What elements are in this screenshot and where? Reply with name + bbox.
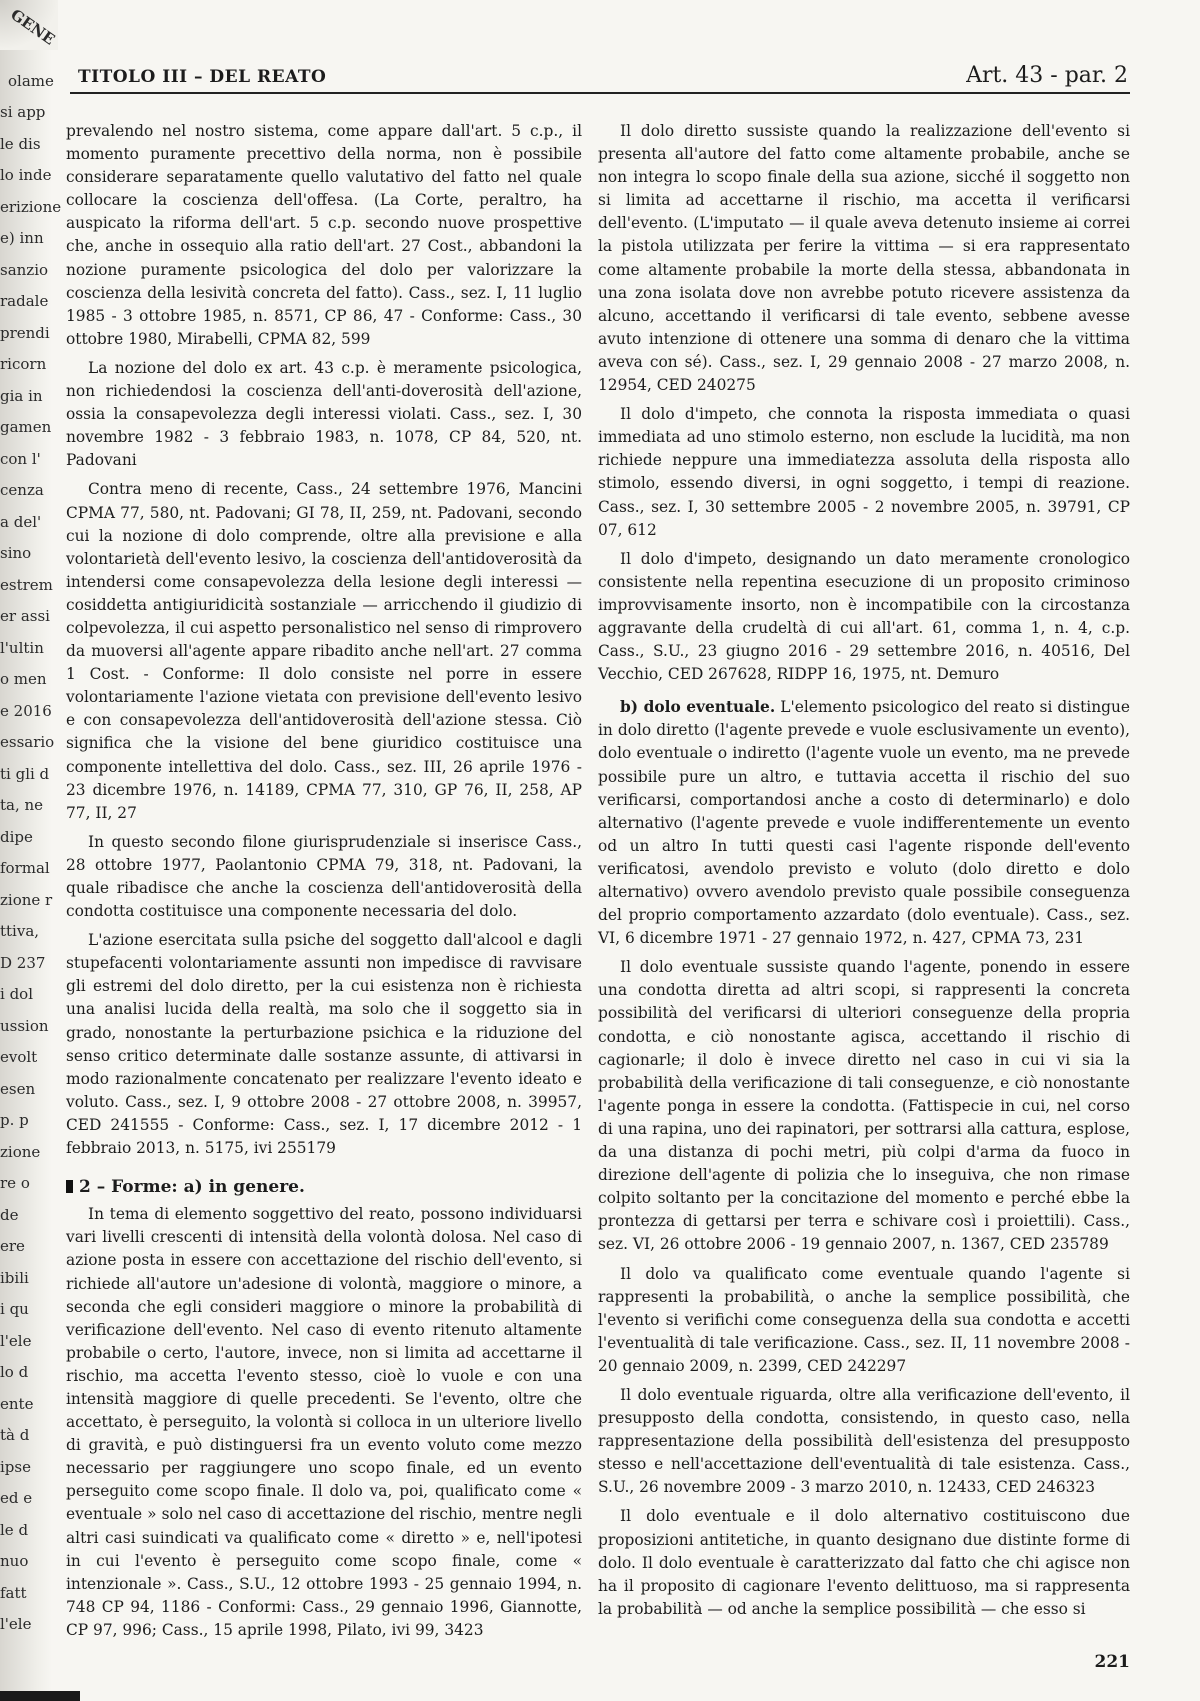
margin-fragment: l'ultin [0,638,44,657]
margin-fragment: er assi [0,607,50,625]
margin-fragment: le dis [0,134,41,153]
right-column [598,120,1130,1627]
margin-fragment: de [0,1205,19,1224]
previous-page-margin [0,0,62,1701]
running-header [78,63,1128,91]
margin-fragment: radale [0,292,49,310]
paragraph: Il dolo d'impeto, che connota la risposta immediata o quasi immediata ad uno stimolo esterno, non esclude la lucidità, ma non richiede neppure una immediatezza assoluta della risposta allo stimolo, essendo diversi, in ogni soggetto, i tempi di reazione. Cass., sez. I, 30 settembre 2005 - 2 novembre 2005, n. 39791, CP 07, 612 [598,405,1130,539]
margin-fragment: ente [0,1394,34,1413]
left-column [66,120,582,1648]
paragraph: L'azione esercitata sulla psiche del soggetto dall'alcool e dagli stupefacenti volontariamente assunti non impedisce di ravvisare gli estremi del dolo diretto, per la cui esistenza non è richiesta una analisi lucida della realtà, ma solo che il soggetto sia in grado, nonostante la perturbazione psichica e la riduzione del senso critico determinate dalle sostanze assunte, di attivarsi in modo razionalmente concatenato per realizzare l'evento ideato e voluto. Cass., sez. I, 9 ottobre 2008 - 27 ottobre 2008, n. 39957, CED 241555 - Conforme: Cass., sez. I, 17 dicembre 2012 - 1 febbraio 2013, n. 5175, ivi 255179 [66,931,582,1158]
margin-fragment: zione [0,1142,41,1161]
margin-fragment: sanzio [0,260,49,279]
margin-fragment: erizione [0,197,62,216]
section-marker-icon [66,1180,73,1193]
margin-fragment: e) inn [0,229,44,247]
header-title: TITOLO III – DEL REATO [78,67,327,87]
margin-fragment: fatt [0,1583,27,1602]
margin-fragment: ed e [0,1489,33,1507]
margin-fragment: gamen [0,418,52,436]
margin-fragment: ibili [0,1268,29,1287]
margin-fragment: ta, ne [0,796,44,814]
subsection-heading: b) dolo eventuale. [620,698,776,717]
margin-fragment: lo inde [0,166,52,184]
margin-fragment: l'ele [0,1331,32,1350]
margin-fragment: p. p [0,1111,29,1129]
margin-fragment: olame [8,71,54,90]
margin-fragment: formal [0,859,50,877]
margin-fragment: ti gli d [0,764,50,783]
margin-fragment: re o [0,1174,30,1192]
margin-fragment: a del' [0,512,42,531]
margin-fragment: e 2016 [0,701,52,720]
header-rule [70,92,1130,94]
margin-fragment: o men [0,670,47,688]
margin-fragment: lo d [0,1363,29,1381]
margin-fragment: estrem [0,575,53,594]
subsection-paragraph [598,696,1130,950]
paragraph: Il dolo d'impeto, designando un dato meramente cronologico consistente nella repentina esecuzione di un proposito criminoso improvvisamente insorto, non è incompatibile con la circostanza aggravante della crudeltà di cui all'art. 61, comma 1, n. 4, c.p. Cass., S.U., 23 giugno 2016 - 29 settembre 2016, n. 40516, Del Vecchio, CED 267628, RIDPP 16, 1975, nt. Demuro [598,549,1130,684]
paragraph: La nozione del dolo ex art. 43 c.p. è meramente psicologica, non richiedendosi la coscienza dell'anti-doverosità dell'azione, ossia la consapevolezza degli interessi violati. Cass., sez. I, 30 novembre 1982 - 3 febbraio 1983, n. 1078, CP 84, 520, nt. Padovani [66,358,582,470]
margin-fragment: ipse [0,1457,31,1476]
section-heading [66,1176,582,1199]
header-article: Art. 43 - par. 2 [966,63,1128,88]
margin-fragment: ttiva, [0,922,40,940]
margin-fragment: GENE [7,5,59,49]
paragraph: Il dolo eventuale riguarda, oltre alla verificazione dell'evento, il presupposto della condotta, consistendo, in questo caso, nella rappresentazione della possibilità dell'esistenza del presupposto stesso e nell'accettazione dell'eventualità di tale esistenza. Cass., S.U., 26 novembre 2009 - 3 marzo 2010, n. 12433, CED 246323 [598,1385,1130,1497]
margin-fragment: i qu [0,1300,29,1318]
paragraph-text: L'elemento psicologico del reato si distingue in dolo diretto (l'agente prevede e vuole esclusivamente un evento), dolo eventuale o indiretto (l'agente vuole un evento, ma ne prevede possibile pure un altro, e tuttavia accetta il rischio del suo verificarsi, comportandosi anche a costo di determinarlo) e dolo alternativo (l'agente prevede e vuole indifferentemente un evento od un altro In tutti questi casi l'agente risponde dell'evento verificatosi, avendolo previsto e voluto (dolo diretto e dolo alternativo) ovvero avendolo previsto quale possibile conseguenza del proprio comportamento azzardato (dolo eventuale). Cass., sez. VI, 6 dicembre 1971 - 27 gennaio 1972, n. 427, CPMA 73, 231 [598,698,1130,948]
page-number: 221 [1094,1652,1130,1672]
margin-fragment: D 237 [0,953,46,972]
margin-fragment: dipe [0,827,33,846]
section-heading-text: 2 – Forme: a) in genere. [79,1177,305,1198]
margin-fragment: ricorn [0,355,47,373]
paragraph: Il dolo eventuale sussiste quando l'agente, ponendo in essere una condotta diretta ad altri scopi, si rappresenti la concreta possibilità del verificarsi di ulteriori conseguenze della propria condotta, e ciò nonostante agisca, accettando il rischio di cagionarle; il dolo è invece diretto nel caso in cui vi sia la probabilità della verificazione di tali conseguenze, e ciò nonostante l'agente ponga in essere la condotta. (Fattispecie in cui, nel corso di una rapina, uno dei rapinatori, per sottrarsi alla cattura, esplose, da una distanza di pochi metri, più colpi d'arma da fuoco in direzione dell'agente di polizia che lo inseguiva, che non rimase colpito soltanto per la concitazione del momento e perché ebbe la prontezza di gettarsi per terra e schivare così i proiettili). Cass., sez. VI, 26 ottobre 2006 - 19 gennaio 2007, n. 1367, CED 235789 [598,958,1130,1254]
margin-fragment: prendi [0,323,50,342]
margin-fragment: i dol [0,985,33,1003]
paragraph: Il dolo va qualificato come eventuale quando l'agente si rappresenti la probabilità, o anche la semplice possibilità, che l'evento si verifichi come conseguenza della sua condotta e accetti l'eventualità di tale verificazione. Cass., sez. II, 11 novembre 2008 - 20 gennaio 2009, n. 2399, CED 242297 [598,1264,1130,1375]
margin-fragment: evolt [0,1048,38,1066]
margin-fragment: con l' [0,449,41,468]
paragraph: prevalendo nel nostro sistema, come appare dall'art. 5 c.p., il momento puramente precettivo della norma, non è possibile considerare separatamente quello valutativo del fatto nel quale collocare la coscienza dell'offesa. (La Corte, peraltro, ha auspicato la riforma dell'art. 5 c.p. secondo nuove prospettive che, anche in ossequio alla ratio dell'art. 27 Cost., abbandoni la nozione puramente psicologica del dolo per valorizzare la coscienza della lesività concreta del fatto). Cass., sez. I, 11 luglio 1985 - 3 ottobre 1985, n. 8571, CP 86, 47 - Conforme: Cass., 30 ottobre 1980, Mirabelli, CPMA 82, 599 [66,122,582,348]
paragraph: Il dolo diretto sussiste quando la realizzazione dell'evento si presenta all'autore del fatto come altamente probabile, anche se non integra lo scopo finale della sua azione, sicché il soggetto non si limita ad accettarne il rischio, ma accetta il verificarsi dell'evento. (L'imputato — il quale aveva detenuto insieme ai correi la pistola utilizzata per ferire la vittima — si era rappresentato come altamente probabile la morte della stessa, abbandonata in una zona isolata dove non avrebbe potuto ricevere assistenza da alcuno, accettando il verificarsi di tale evento, sebbene avesse avuto intenzione di ottenere una somma di denaro che la vittima aveva con sé). Cass., sez. I, 29 gennaio 2008 - 27 marzo 2008, n. 12954, CED 240275 [598,122,1130,395]
margin-fragment: nuo [0,1552,29,1570]
margin-fragment: gia in [0,386,43,405]
margin-fragment: esen [0,1079,36,1098]
margin-fragment: si app [0,103,46,121]
margin-fragment: ussion [0,1016,49,1035]
margin-fragment: sino [0,544,32,562]
paragraph: In tema di elemento soggettivo del reato, possono individuarsi vari livelli crescenti di intensità della volontà dolosa. Nel caso di azione posta in essere con accettazione del rischio dell'evento, si richiede all'autore un'adesione di volontà, maggiore o minore, a seconda che egli consideri maggiore o minore la probabilità di verificazione dell'evento. Nel caso di evento ritenuto altamente probabile o certo, l'autore, invece, non si limita ad accettarne il rischio, ma accetta l'evento stesso, cioè lo vuole e con una intensità maggiore di quelle precedenti. Se l'evento, oltre che accettato, è perseguito, la volontà si colloca in un ulteriore livello di gravità, e può distinguersi fra un evento voluto come mezzo necessario per raggiungere uno scopo finale, ed un evento perseguito come scopo finale. Il dolo va, poi, qualificato come « eventuale » solo nel caso di accettazione del rischio, mentre negli altri casi suindicati va qualificato come « diretto » e, nell'ipotesi in cui l'evento è perseguito come scopo finale, come « intenzionale ». Cass., S.U., 12 ottobre 1993 - 25 gennaio 1994, n. 748 CP 94, 1186 - Conformi: Cass., 29 gennaio 1996, Giannotte, CP 97, 996; Cass., 15 aprile 1998, Pilato, ivi 99, 3423 [66,1205,582,1639]
paragraph: Il dolo eventuale e il dolo alternativo costituiscono due proposizioni antitetiche, in quanto designano due distinte forme di dolo. Il dolo eventuale è caratterizzato dal fatto che chi agisce non ha il proposito di cagionare l'evento delittuoso, ma si rappresenta la probabilità — od anche la semplice possibilità — che esso si [598,1507,1130,1618]
paragraph: In questo secondo filone giurisprudenziale si inserisce Cass., 28 ottobre 1977, Paolantonio CPMA 79, 318, nt. Padovani, la quale ribadisce che anche la coscienza dell'antidoverosità della condotta costituisce una componente necessaria del dolo. [66,832,582,921]
paragraph: Contra meno di recente, Cass., 24 settembre 1976, Mancini CPMA 77, 580, nt. Padovani; GI 78, II, 259, nt. Padovani, secondo cui la nozione di dolo comprende, oltre alla previsione e alla volontarietà dell'evento lesivo, la coscienza dell'antidoverosità da intendersi come consapevolezza della lesione degli interessi — cosiddetta antigiuridicità sostanziale — arricchendo il giudizio di colpevolezza, il cui aspetto personalistico nel senso di rimprovero da muoversi all'agente appare ribadito anche nell'art. 27 comma 1 Cost. - Conforme: Il dolo consiste nel porre in essere volontariamente l'azione vietata con previsione dell'evento lesivo e con consapevolezza dell'antidoverosità dell'azione stessa. Ciò significa che la visione del bene giuridico costituisce una componente intellettiva del dolo. Cass., sez. III, 26 aprile 1976 - 23 dicembre 1976, n. 14189, CPMA 77, 310, GP 76, II, 258, AP 77, II, 27 [66,480,582,822]
margin-fragment: essario [0,733,55,751]
margin-fragment: l'ele [0,1615,32,1633]
margin-fragment: zione r [0,890,53,909]
margin-fragment: cenza [0,481,44,499]
margin-fragment: ere [0,1237,25,1255]
margin-fragment: tà d [0,1426,30,1444]
margin-fragment: le d [0,1520,29,1539]
binding-edge [0,1691,80,1701]
